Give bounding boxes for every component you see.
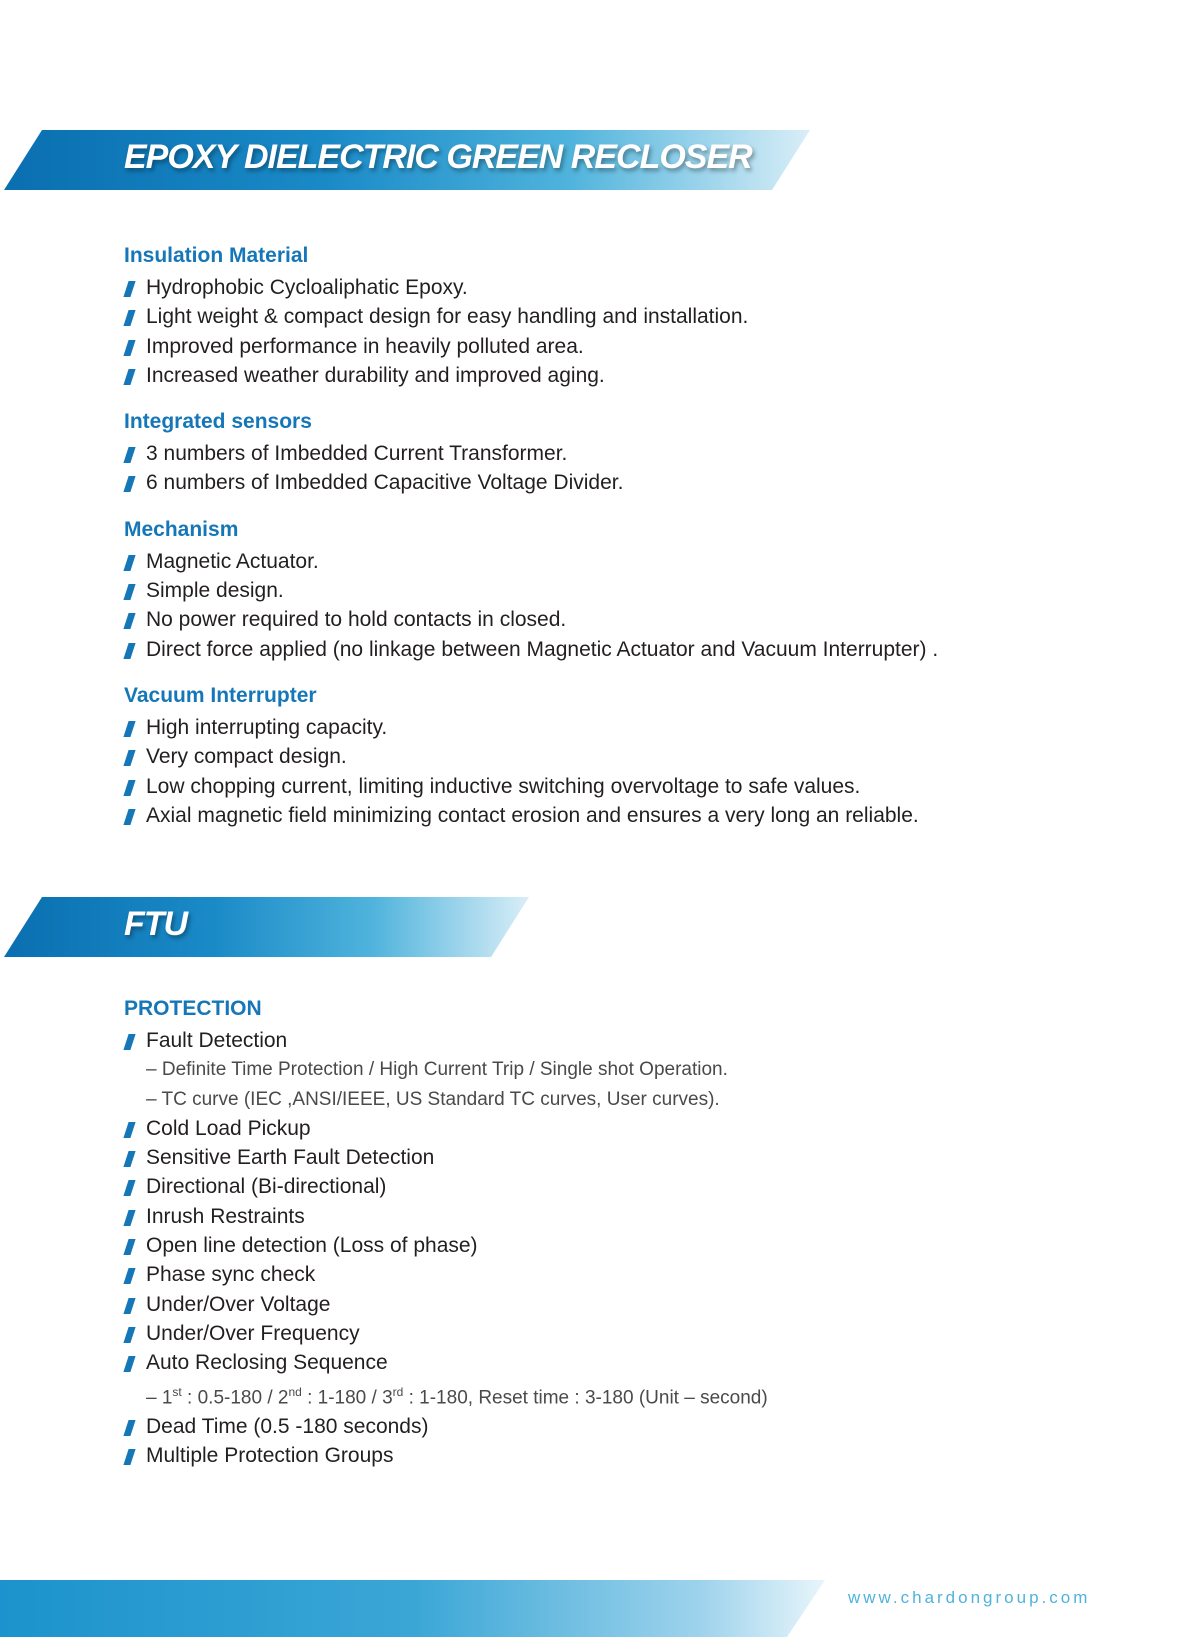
slash-bullet-icon [123,1268,135,1284]
slash-bullet-icon [123,1356,135,1372]
item-text: Under/Over Voltage [146,1292,331,1316]
item-text: 3 numbers of Imbedded Current Transformer. [146,442,568,466]
list-item [124,1290,1144,1319]
slash-bullet-icon [123,1449,135,1465]
slash-bullet-icon [123,310,135,326]
item-text: Cold Load Pickup [146,1116,311,1140]
list-item [124,801,1144,830]
slash-bullet-icon [123,1151,135,1167]
slash-bullet-icon [123,1122,135,1138]
list-item [124,1026,1144,1055]
list-item [124,1348,1144,1377]
list-item [124,273,1144,302]
item-text: Dead Time (0.5 -180 seconds) [146,1415,429,1439]
list-item [124,547,1144,576]
item-text: Directional (Bi-directional) [146,1175,387,1199]
list-item [124,468,1144,497]
item-text: Light weight & compact design for easy handling and installation. [146,305,749,329]
list-item [124,1114,1144,1143]
slash-bullet-icon [123,1180,135,1196]
ftu-content [124,995,1144,1471]
section-banner-ftu [4,897,529,957]
list-item [124,1260,1144,1289]
slash-bullet-icon [123,1239,135,1255]
spec-group-insulation [124,242,1144,390]
item-text: Multiple Protection Groups [146,1444,394,1468]
slash-bullet-icon [123,1420,135,1436]
group-heading: Insulation Material [124,244,309,267]
sub-item: – Definite Time Protection / High Current Trip / Single shot Operation. [146,1059,728,1081]
item-text: Increased weather durability and improved aging. [146,363,605,387]
sub-item: – TC curve (IEC ,ANSI/IEEE, US Standard TC curves, User curves). [146,1088,720,1110]
list-item [124,1231,1144,1260]
group-heading: Mechanism [124,517,239,541]
ordinal-suffix: rd [392,1384,404,1399]
list-item [124,302,1144,331]
item-text: Simple design. [146,579,284,603]
list-item [124,576,1144,605]
slash-bullet-icon [123,1034,135,1050]
slash-bullet-icon [123,1298,135,1314]
item-text: Sensitive Earth Fault Detection [146,1146,435,1170]
sub-text: : 1-180, Reset time : 3-180 (Unit – second) [403,1386,768,1408]
list-item [124,713,1144,742]
list-item [124,1143,1144,1172]
item-text: Open line detection (Loss of phase) [146,1234,478,1258]
slash-bullet-icon [123,780,135,796]
list-item [124,1441,1144,1470]
list-item [124,1412,1144,1441]
list-item [124,635,1144,664]
list-item [124,361,1144,390]
slash-bullet-icon [123,721,135,737]
banner-title-recloser: EPOXY DIELECTRIC GREEN RECLOSER [124,138,752,176]
slash-bullet-icon [123,340,135,356]
item-text: Auto Reclosing Sequence [146,1351,388,1375]
slash-bullet-icon [123,809,135,825]
ordinal-suffix: st [172,1384,182,1399]
slash-bullet-icon [123,1327,135,1343]
slash-bullet-icon [123,369,135,385]
list-item [124,439,1144,468]
item-text: Direct force applied (no linkage between Magnetic Actuator and Vacuum Interrupter) . [146,637,939,661]
sub-text: – 1 [146,1386,173,1408]
slash-bullet-icon [123,555,135,571]
footer-bar [0,1580,825,1637]
item-text: Hydrophobic Cycloaliphatic Epoxy. [146,276,468,299]
list-item [124,772,1144,801]
item-text: Improved performance in heavily polluted area. [146,334,584,358]
item-text: Axial magnetic field minimizing contact erosion and ensures a very long an reliable. [146,803,919,827]
item-text: 6 numbers of Imbedded Capacitive Voltage Divider. [146,471,624,495]
footer-url[interactable]: www.chardongroup.com [848,1588,1091,1607]
slash-bullet-icon [123,643,135,659]
item-text: Under/Over Frequency [146,1321,360,1345]
list-item [124,332,1144,361]
item-text: Low chopping current, limiting inductive switching overvoltage to safe values. [146,774,861,798]
slash-bullet-icon [123,584,135,600]
group-heading: Integrated sensors [124,410,312,434]
item-text: High interrupting capacity. [146,715,388,739]
list-item [124,1319,1144,1348]
protection-heading: PROTECTION [124,997,262,1020]
sub-item-reclose [124,1378,1144,1413]
spec-group-sensors [124,408,1144,498]
group-heading: Vacuum Interrupter [124,683,317,707]
item-text: Inrush Restraints [146,1204,305,1228]
banner-title-ftu: FTU [124,905,188,943]
list-item [124,605,1144,634]
sub-text: : 1-180 / 3 [301,1386,393,1408]
slash-bullet-icon [123,281,135,297]
item-text: No power required to hold contacts in closed. [146,608,567,632]
list-item [124,742,1144,771]
recloser-content [124,242,1144,830]
slash-bullet-icon [123,447,135,463]
item-text: Fault Detection [146,1029,288,1052]
slash-bullet-icon [123,613,135,629]
spec-group-mechanism [124,516,1144,664]
list-item [124,1172,1144,1201]
slash-bullet-icon [123,476,135,492]
slash-bullet-icon [123,1210,135,1226]
ordinal-suffix: nd [288,1384,302,1399]
item-text: Magnetic Actuator. [146,549,319,573]
list-item [124,1202,1144,1231]
item-text: Phase sync check [146,1263,316,1287]
slash-bullet-icon [123,750,135,766]
sub-text: : 0.5-180 / 2 [181,1386,289,1408]
spec-group-vacuum [124,682,1144,830]
item-text: Very compact design. [146,745,347,769]
